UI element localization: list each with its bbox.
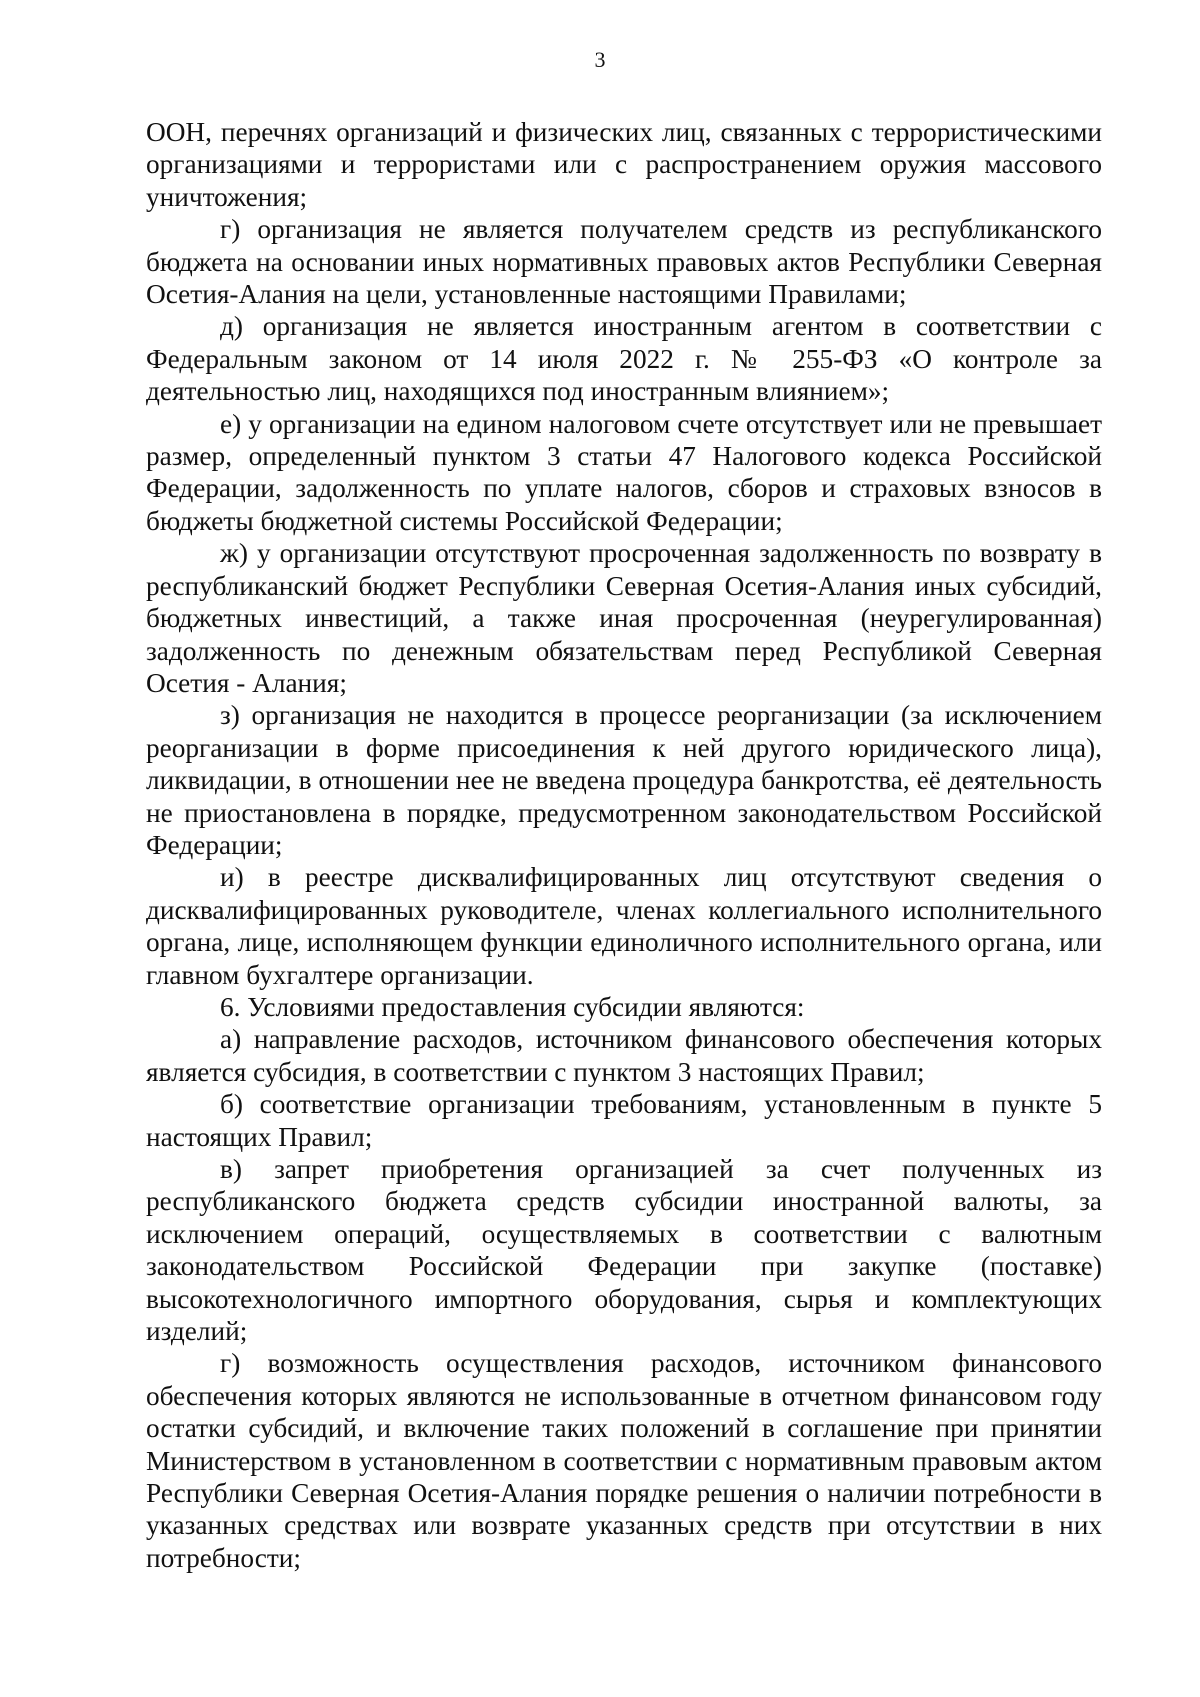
page-number: 3 bbox=[594, 47, 606, 72]
paragraph-item-e: е) у организации на едином налоговом счете отсутствует или не превышает размер, определенный пунктом 3 статьи 47 Налогового кодекса Российской Федерации, задолженность по уплате налогов, сборов и страховых взносов в бюджеты бюджетной системы Российской Федерации; bbox=[146, 408, 1102, 536]
paragraph-section-6: 6. Условиями предоставления субсидии являются: bbox=[220, 991, 805, 1022]
paragraph-item-i: и) в реестре дисквалифицированных лиц отсутствуют сведения о дисквалифицированных руководителе, членах коллегиального исполнительного органа, лице, исполняющем функции единоличного исполнительного органа, или главном бухгалтере организации. bbox=[146, 862, 1102, 990]
paragraph-condition-a: а) направление расходов, источником финансового обеспечения которых является субсидия, в соответствии с пунктом 3 настоящих Правил; bbox=[146, 1024, 1102, 1087]
paragraph-condition-g: г) возможность осуществления расходов, источником финансового обеспечения которых являются не использованные в отчетном финансовом году остатки субсидий, и включение таких положений в соглашение при принятии Министерством в установленном в соответствии с нормативным правовым актом Республики Северная Осетия-Алания порядке решения о наличии потребности в указанных средствах или возврате указанных средств при отсутствии в них потребности; bbox=[146, 1348, 1102, 1573]
paragraph-item-zh: ж) у организации отсутствуют просроченная задолженность по возврату в республиканский бюджет Республики Северная Осетия-Алания иных субсидий, бюджетных инвестиций, а также иная просроченная (неурегулированная) задолженность по денежным обязательствам перед Республикой Северная Осетия - Алания; bbox=[146, 538, 1102, 698]
paragraph-item-z: з) организация не находится в процессе реорганизации (за исключением реорганизации в форме присоединения к ней другого юридического лица), ликвидации, в отношении нее не введена процедура банкротства, её деятельность не приостановлена в порядке, предусмотренном законодательством Российской Федерации; bbox=[146, 700, 1102, 860]
paragraph-condition-v: в) запрет приобретения организацией за счет полученных из республиканского бюджета средств субсидии иностранной валюты, за исключением операций, осуществляемых в соответствии с валютным законодательством Российской Федерации при закупке (поставке) высокотехнологичного импортного оборудования, сырья и комплектующих изделий; bbox=[146, 1154, 1102, 1347]
document-body bbox=[146, 116, 1102, 1574]
paragraph-item-d: д) организация не является иностранным агентом в соответствии с Федеральным законом от 14 июля 2022 г. № 255-ФЗ «О контроле за деятельностью лиц, находящихся под иностранным влиянием»; bbox=[146, 311, 1102, 407]
paragraph-continuation: ООН, перечнях организаций и физических лиц, связанных с террористическими организациями и террористами или с распространением оружия массового уничтожения; bbox=[146, 117, 1102, 212]
paragraph-condition-b: б) соответствие организации требованиям, установленным в пункте 5 настоящих Правил; bbox=[146, 1089, 1102, 1152]
paragraph-item-g: г) организация не является получателем средств из республиканского бюджета на основании иных нормативных правовых актов Республики Северная Осетия-Алания на цели, установленные настоящими Правилами; bbox=[146, 214, 1102, 310]
